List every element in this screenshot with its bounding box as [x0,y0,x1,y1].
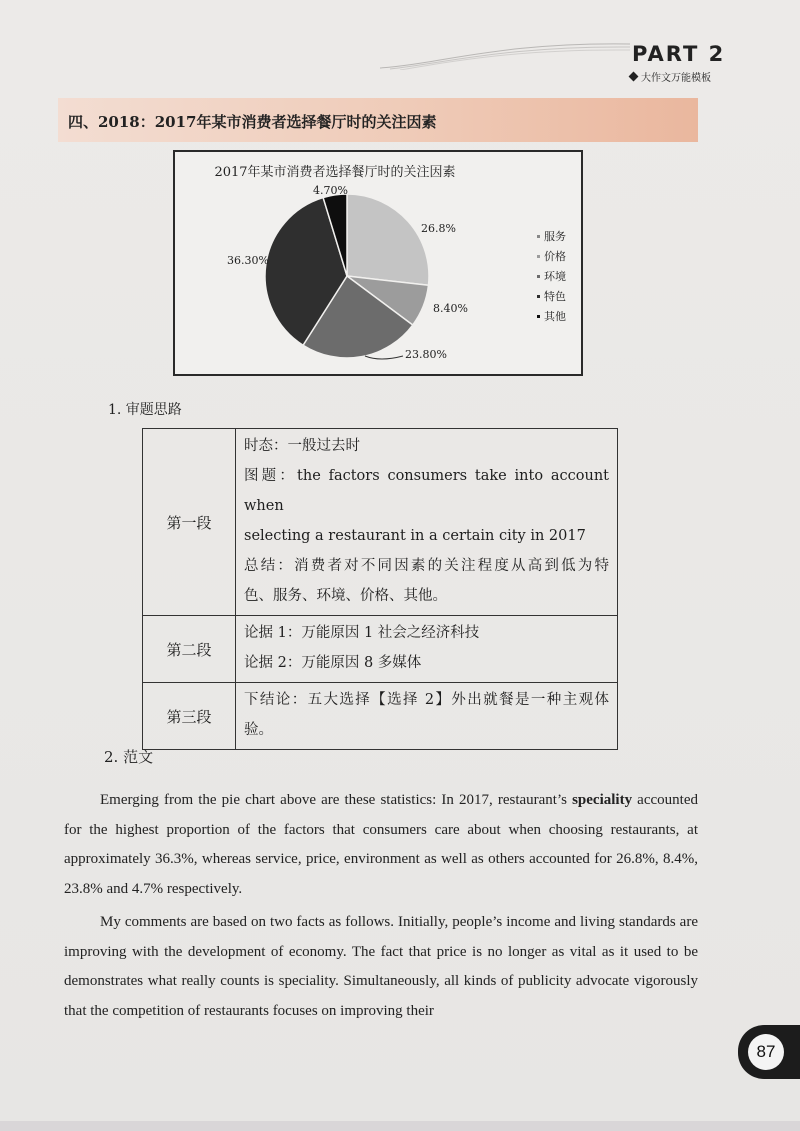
page-edge [0,1121,800,1131]
pie-chart [175,152,581,374]
pie-chart-frame [173,150,583,376]
legend-label: 环境 [544,270,566,283]
outline-segment-label: 第一段 [143,429,236,616]
outline-segment-content [236,429,618,616]
pie-slice-1 [347,194,429,285]
legend-label: 服务 [544,230,566,243]
pie-data-label: 8.40% [433,302,468,315]
outline-line: 下结论：五大选择【选择 2】外出就餐是一种主观体 [244,692,609,708]
outline-line: 总结：消费者对不同因素的关注程度从高到低为特 [244,558,609,574]
diamond-bullet-icon [629,72,639,82]
part-subtitle-text: 大作文万能模板 [641,73,711,84]
outline-line: 论据 2：万能原因 8 多媒体 [244,655,422,671]
outline-heading: 1. 审题思路 [108,402,182,418]
outline-segment-label: 第三段 [143,683,236,750]
legend-label: 价格 [544,250,566,263]
legend-swatch [537,295,540,298]
outline-row [143,616,618,683]
essay-paragraph-1 [64,786,698,904]
pie-data-label: 36.30% [227,254,269,267]
legend-label: 其他 [544,310,566,323]
legend-label: 特色 [544,290,566,303]
outline-segment-content [236,616,618,683]
legend-swatch [537,255,540,258]
part-subtitle [630,69,711,84]
part-label: PART 2 [632,42,726,66]
essay-paragraph-2: My comments are based on two facts as follows. Initially, people’s income and living standards are improving with the development of economy. The fact that price is no longer as vital as it used to be demonstrates what really counts is speciality. Simultaneously, all kinds of publicity advocate vigorously that the competition of restaurants focuses on improving their [64,914,698,1019]
chart-title: 2017年某市消费者选择餐厅时的关注因素 [214,165,456,180]
outline-segment-label: 第二段 [143,616,236,683]
essay-heading: 2. 范文 [104,748,154,766]
section-title: 四、2018：2017年某市消费者选择餐厅时的关注因素 [68,113,437,131]
outline-line: 论据 1：万能原因 1 社会之经济科技 [244,625,480,641]
page-number: 87 [748,1034,784,1070]
legend-swatch [537,315,540,318]
legend-swatch [537,275,540,278]
outline-line: 验。 [244,722,273,738]
model-essay [64,786,698,1030]
essay-p1-bold: speciality [572,792,633,808]
header-swoosh-decoration [380,40,630,70]
pie-leader-line [365,356,403,359]
essay-p1-start: Emerging from the pie chart above are these statistics: In 2017, restaurant’s [100,792,573,808]
pie-data-label: 23.80% [405,348,447,361]
outline-line: selecting a restaurant in a certain city in 2017 [244,528,586,544]
outline-line: 图题：the factors consumers take into account when [244,468,609,514]
outline-segment-content [236,683,618,750]
outline-line: 色、服务、环境、价格、其他。 [244,588,447,604]
outline-row [143,683,618,750]
outline-table [142,428,618,750]
essay-p1-end: accounted for the highest proportion of the factors that consumers care about when choosing restaurants, at approximately 36.3%, whereas service, price, environment as well as others accounted for 26.8%, 8.4%, 23.8% and 4.7% respectively. [64,792,698,897]
pie-data-label: 26.8% [421,222,456,235]
outline-line: 时态：一般过去时 [244,438,360,454]
outline-row [143,429,618,616]
legend-swatch [537,235,540,238]
pie-data-label: 4.70% [313,184,348,197]
